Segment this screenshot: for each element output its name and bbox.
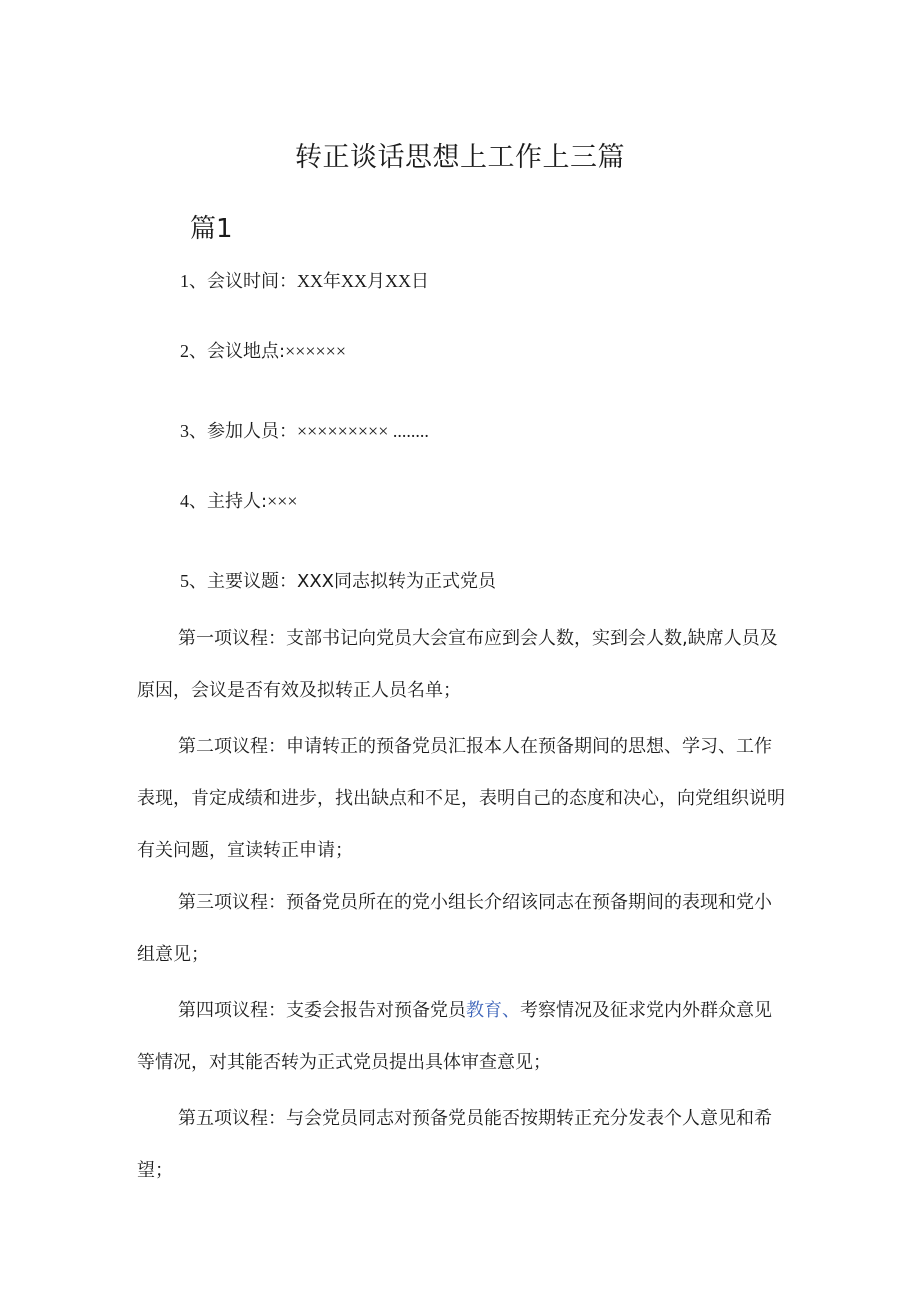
meta-number: 2	[180, 341, 189, 361]
education-link[interactable]: 教育、	[466, 1000, 520, 1021]
meta-label: 、会议时间：	[189, 271, 297, 292]
meta-number: 5	[180, 571, 189, 591]
meta-item-topic	[180, 568, 496, 595]
agenda-item-4	[137, 985, 789, 1089]
document-title: 转正谈话思想上工作上三篇	[295, 142, 625, 173]
meta-value: ××××××	[285, 341, 346, 361]
meta-item-location	[180, 338, 346, 365]
meta-value: ×××	[267, 491, 298, 511]
meta-item-host	[180, 488, 298, 515]
meta-item-time	[180, 268, 429, 295]
meta-label: 、主要议题：	[189, 571, 297, 592]
meta-number: 4	[180, 491, 189, 511]
agenda-item-1: 第一项议程：支部书记向党员大会宣布应到会人数，实到会人数,缺席人员及原因，会议是否有效及拟转正人员名单；	[137, 628, 778, 701]
meta-item-attendees	[180, 418, 429, 445]
agenda-item-2: 第二项议程：申请转正的预备党员汇报本人在预备期间的思想、学习、工作表现，肯定成绩和进步，找出缺点和不足，表明自己的态度和决心，向党组织说明有关问题，宣读转正申请；	[137, 736, 785, 861]
meta-number: 1	[180, 271, 189, 291]
meta-label: 、主持人:	[189, 491, 268, 512]
meta-value: XX年XX月XX日	[297, 271, 429, 291]
section-heading: 篇1	[190, 214, 233, 244]
agenda-text: 第四项议程：支委会报告对预备党员	[178, 1000, 466, 1021]
agenda-item-5: 第五项议程：与会党员同志对预备党员能否按期转正充分发表个人意见和希望；	[137, 1108, 772, 1181]
agenda-item-3: 第三项议程：预备党员所在的党小组长介绍该同志在预备期间的表现和党小组意见；	[137, 892, 772, 965]
meta-value: XXX同志拟转为正式党员	[297, 571, 496, 592]
meta-label: 、会议地点:	[189, 341, 286, 362]
meta-number: 3	[180, 421, 189, 441]
meta-value: ××××××××× ........	[297, 421, 429, 441]
meta-label: 、参加人员：	[189, 421, 297, 442]
agenda-text: 考察情况及征求党内外群众意见等情况，对其能否转为正式党员提出具体审查意见；	[137, 1000, 772, 1073]
